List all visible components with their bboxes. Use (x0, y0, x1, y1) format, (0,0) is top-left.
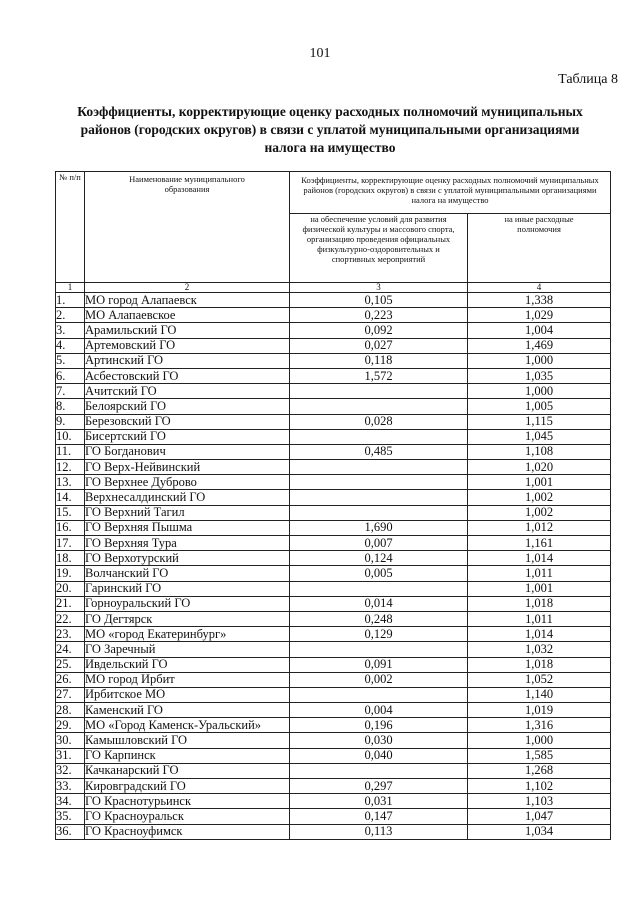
row-col3-value: 0,248 (290, 611, 468, 626)
table-row (56, 672, 611, 687)
table-row (56, 353, 611, 368)
row-col3-value: 0,004 (290, 703, 468, 718)
row-col4-value: 1,140 (468, 687, 611, 702)
table-row (56, 748, 611, 763)
row-name: ГО Верхняя Пышма (85, 520, 290, 535)
row-name: Белоярский ГО (85, 399, 290, 414)
row-name: Каменский ГО (85, 703, 290, 718)
header-coef-group: Коэффициенты, корректирующие оценку расходных полномочий муниципальных районов (городских округов) в связи с уплатой муниципальными организациями налога на имущество (290, 172, 611, 214)
row-name: Камышловский ГО (85, 733, 290, 748)
table-row (56, 429, 611, 444)
row-name: ГО Верхняя Тура (85, 536, 290, 551)
row-name: Березовский ГО (85, 414, 290, 429)
row-number: 15. (56, 505, 85, 520)
row-name: ГО Верхотурский (85, 551, 290, 566)
column-number: 1 (56, 283, 85, 293)
row-number: 28. (56, 703, 85, 718)
row-number: 18. (56, 551, 85, 566)
row-name: Артемовский ГО (85, 338, 290, 353)
row-col4-value: 1,000 (468, 384, 611, 399)
row-number: 7. (56, 384, 85, 399)
row-name: Асбестовский ГО (85, 368, 290, 383)
table-row (56, 642, 611, 657)
table-row (56, 733, 611, 748)
table-row (56, 611, 611, 626)
row-col4-value: 1,002 (468, 505, 611, 520)
row-number: 35. (56, 809, 85, 824)
row-col3-value (290, 763, 468, 778)
row-name: ГО Заречный (85, 642, 290, 657)
row-col3-value: 0,105 (290, 293, 468, 308)
row-col4-value: 1,161 (468, 536, 611, 551)
table-row (56, 536, 611, 551)
row-name: Качканарский ГО (85, 763, 290, 778)
coefficients-table (55, 171, 611, 840)
row-col3-value (290, 505, 468, 520)
table-body (56, 293, 611, 840)
row-name: Волчанский ГО (85, 566, 290, 581)
row-name: Арамильский ГО (85, 323, 290, 338)
row-col4-value: 1,011 (468, 611, 611, 626)
row-col3-value (290, 460, 468, 475)
document-title: Коэффициенты, корректирующие оценку расходных полномочий муниципальных районов (городских округов) в связи с уплатой муниципальными организациями налога на имущество (77, 104, 583, 155)
row-col4-value: 1,338 (468, 293, 611, 308)
row-col3-value (290, 399, 468, 414)
header-col3: на обеспечение условий для развития физической культуры и массового спорта, организацию проведения официальных физкультурно-оздоровительных и спортивных мероприятий (290, 214, 468, 283)
row-col4-value: 1,011 (468, 566, 611, 581)
table-row (56, 718, 611, 733)
row-number: 32. (56, 763, 85, 778)
row-name: ГО Карпинск (85, 748, 290, 763)
row-col3-value: 0,147 (290, 809, 468, 824)
row-col4-value: 1,001 (468, 475, 611, 490)
row-number: 23. (56, 627, 85, 642)
row-col4-value: 1,004 (468, 323, 611, 338)
row-name: ГО Дегтярск (85, 611, 290, 626)
row-name: Ивдельский ГО (85, 657, 290, 672)
row-col4-value: 1,108 (468, 444, 611, 459)
table-row (56, 824, 611, 839)
row-name: ГО Верхнее Дуброво (85, 475, 290, 490)
row-col4-value: 1,000 (468, 353, 611, 368)
row-number: 10. (56, 429, 85, 444)
row-number: 12. (56, 460, 85, 475)
table-row (56, 460, 611, 475)
row-col4-value: 1,032 (468, 642, 611, 657)
row-col4-value: 1,001 (468, 581, 611, 596)
row-col4-value: 1,000 (468, 733, 611, 748)
row-col4-value: 1,052 (468, 672, 611, 687)
row-col3-value: 0,014 (290, 596, 468, 611)
row-col4-value: 1,034 (468, 824, 611, 839)
table-row (56, 566, 611, 581)
row-col3-value: 0,118 (290, 353, 468, 368)
row-col3-value: 0,027 (290, 338, 468, 353)
row-col3-value: 0,030 (290, 733, 468, 748)
row-col4-value: 1,014 (468, 627, 611, 642)
table-row (56, 368, 611, 383)
page-number: 101 (309, 46, 331, 61)
row-name: Верхнесалдинский ГО (85, 490, 290, 505)
row-number: 3. (56, 323, 85, 338)
row-col3-value: 0,031 (290, 794, 468, 809)
row-col4-value: 1,047 (468, 809, 611, 824)
row-col3-value: 0,091 (290, 657, 468, 672)
row-col4-value: 1,018 (468, 596, 611, 611)
row-number: 27. (56, 687, 85, 702)
table-row (56, 779, 611, 794)
row-col3-value (290, 642, 468, 657)
table-row (56, 763, 611, 778)
table-row (56, 293, 611, 308)
header-num: № п/п (56, 172, 85, 283)
row-col3-value: 0,113 (290, 824, 468, 839)
row-number: 36. (56, 824, 85, 839)
row-col3-value: 0,124 (290, 551, 468, 566)
row-col3-value: 0,005 (290, 566, 468, 581)
table-row (56, 687, 611, 702)
row-name: Кировградский ГО (85, 779, 290, 794)
row-col3-value (290, 687, 468, 702)
row-col4-value: 1,585 (468, 748, 611, 763)
row-name: МО город Ирбит (85, 672, 290, 687)
row-col3-value: 1,690 (290, 520, 468, 535)
row-number: 14. (56, 490, 85, 505)
row-number: 5. (56, 353, 85, 368)
column-number: 3 (290, 283, 468, 293)
row-name: Бисертский ГО (85, 429, 290, 444)
row-name: МО Алапаевское (85, 308, 290, 323)
header-col4: на иные расходные полномочия (468, 214, 611, 283)
row-col4-value: 1,029 (468, 308, 611, 323)
table-row (56, 581, 611, 596)
table-row (56, 308, 611, 323)
row-number: 16. (56, 520, 85, 535)
row-col4-value: 1,012 (468, 520, 611, 535)
row-col3-value: 0,196 (290, 718, 468, 733)
row-name: Артинский ГО (85, 353, 290, 368)
table-row (56, 657, 611, 672)
row-col4-value: 1,268 (468, 763, 611, 778)
table-label: Таблица 8 (558, 72, 618, 87)
row-col3-value: 0,007 (290, 536, 468, 551)
row-number: 2. (56, 308, 85, 323)
table-row (56, 505, 611, 520)
row-col4-value: 1,469 (468, 338, 611, 353)
row-number: 31. (56, 748, 85, 763)
row-name: Ирбитское МО (85, 687, 290, 702)
table-row (56, 627, 611, 642)
row-number: 19. (56, 566, 85, 581)
row-name: ГО Краснотурьинск (85, 794, 290, 809)
row-col4-value: 1,316 (468, 718, 611, 733)
column-numbers-row (56, 283, 611, 293)
table-row (56, 596, 611, 611)
row-col3-value (290, 475, 468, 490)
row-number: 13. (56, 475, 85, 490)
table-row (56, 399, 611, 414)
row-name: Горноуральский ГО (85, 596, 290, 611)
row-col3-value (290, 384, 468, 399)
row-col3-value: 0,092 (290, 323, 468, 338)
row-col4-value: 1,014 (468, 551, 611, 566)
row-col3-value: 0,028 (290, 414, 468, 429)
row-col3-value: 0,485 (290, 444, 468, 459)
row-name: ГО Верх-Нейвинский (85, 460, 290, 475)
column-number: 2 (85, 283, 290, 293)
row-col4-value: 1,115 (468, 414, 611, 429)
table-row (56, 323, 611, 338)
row-number: 33. (56, 779, 85, 794)
row-col3-value: 0,223 (290, 308, 468, 323)
row-col4-value: 1,103 (468, 794, 611, 809)
row-col3-value: 1,572 (290, 368, 468, 383)
row-col3-value: 0,002 (290, 672, 468, 687)
row-number: 11. (56, 444, 85, 459)
row-name: Гаринский ГО (85, 581, 290, 596)
row-number: 34. (56, 794, 85, 809)
table-row (56, 809, 611, 824)
table-row (56, 703, 611, 718)
row-name: ГО Верхний Тагил (85, 505, 290, 520)
row-col4-value: 1,002 (468, 490, 611, 505)
row-col3-value (290, 429, 468, 444)
header-name: Наименование муниципального образования (85, 172, 290, 283)
table-row (56, 338, 611, 353)
row-number: 26. (56, 672, 85, 687)
row-number: 25. (56, 657, 85, 672)
row-number: 9. (56, 414, 85, 429)
table-row (56, 490, 611, 505)
row-name: МО город Алапаевск (85, 293, 290, 308)
row-col4-value: 1,102 (468, 779, 611, 794)
row-number: 8. (56, 399, 85, 414)
table-row (56, 520, 611, 535)
row-name: ГО Красноуральск (85, 809, 290, 824)
row-name: ГО Богданович (85, 444, 290, 459)
row-number: 30. (56, 733, 85, 748)
table-row (56, 384, 611, 399)
row-number: 24. (56, 642, 85, 657)
row-number: 1. (56, 293, 85, 308)
table-row (56, 414, 611, 429)
table-row (56, 475, 611, 490)
table-row (56, 794, 611, 809)
row-col4-value: 1,020 (468, 460, 611, 475)
row-col4-value: 1,019 (468, 703, 611, 718)
row-number: 22. (56, 611, 85, 626)
row-col3-value: 0,129 (290, 627, 468, 642)
row-name: ГО Красноуфимск (85, 824, 290, 839)
row-name: МО «Город Каменск-Уральский» (85, 718, 290, 733)
row-col4-value: 1,035 (468, 368, 611, 383)
row-name: Ачитский ГО (85, 384, 290, 399)
row-number: 21. (56, 596, 85, 611)
row-number: 6. (56, 368, 85, 383)
table-row (56, 444, 611, 459)
row-col3-value: 0,297 (290, 779, 468, 794)
row-number: 4. (56, 338, 85, 353)
row-name: МО «город Екатеринбург» (85, 627, 290, 642)
row-number: 17. (56, 536, 85, 551)
column-number: 4 (468, 283, 611, 293)
row-col3-value (290, 581, 468, 596)
row-col3-value (290, 490, 468, 505)
row-number: 20. (56, 581, 85, 596)
table-row (56, 551, 611, 566)
row-col3-value: 0,040 (290, 748, 468, 763)
row-col4-value: 1,018 (468, 657, 611, 672)
row-col4-value: 1,045 (468, 429, 611, 444)
row-col4-value: 1,005 (468, 399, 611, 414)
row-number: 29. (56, 718, 85, 733)
